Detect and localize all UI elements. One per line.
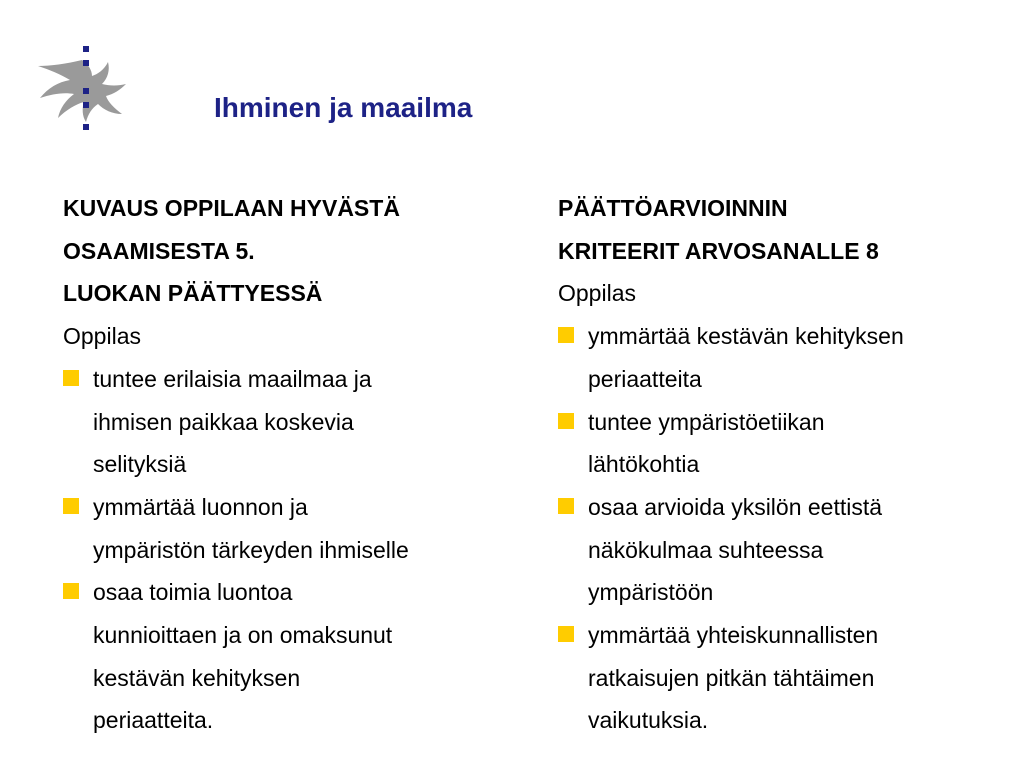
right-heading-line-1: PÄÄTTÖARVIOINNIN bbox=[558, 195, 788, 221]
bullet-line: tuntee ympäristöetiikan bbox=[588, 408, 825, 435]
bullet-line: kestävän kehityksen bbox=[93, 664, 301, 691]
bullet-line: ympäristön tärkeyden ihmiselle bbox=[93, 536, 409, 563]
bullet-line: ratkaisujen pitkän tähtäimen bbox=[588, 664, 875, 691]
bullet-line: periaatteita. bbox=[93, 707, 214, 734]
right-subject: Oppilas bbox=[558, 280, 636, 307]
bullet-square-icon bbox=[558, 413, 574, 429]
bullet-square-icon bbox=[63, 370, 79, 386]
left-heading-line-2: OSAAMISESTA 5. bbox=[63, 237, 255, 264]
page-title: Ihminen ja maailma bbox=[214, 92, 473, 123]
right-heading-line-2: KRITEERIT ARVOSANALLE 8 bbox=[558, 237, 879, 264]
bullet-line: kunnioittaen ja on omaksunut bbox=[93, 622, 393, 649]
bullet-line: tuntee erilaisia maailmaa ja bbox=[93, 365, 372, 392]
bullet-line: selityksiä bbox=[93, 451, 187, 478]
bullet-line: ymmärtää kestävän kehityksen bbox=[588, 323, 904, 350]
bullet-line: vaikutuksia. bbox=[588, 707, 709, 734]
bullet-line: ymmärtää yhteiskunnallisten bbox=[588, 622, 879, 649]
right-column bbox=[558, 187, 998, 742]
list-item bbox=[558, 486, 998, 614]
bullet-line: näkökulmaa suhteessa bbox=[588, 536, 824, 563]
bullet-square-icon bbox=[558, 327, 574, 343]
bullet-square-icon bbox=[63, 583, 79, 599]
left-subject: Oppilas bbox=[63, 323, 141, 350]
bullet-line: ihmisen paikkaa koskevia bbox=[93, 408, 354, 435]
bullet-line: ympäristöön bbox=[588, 579, 714, 606]
bullet-square-icon bbox=[558, 626, 574, 642]
bullet-line: osaa arvioida yksilön eettistä bbox=[588, 493, 883, 520]
list-item bbox=[558, 401, 998, 486]
bullet-line: ymmärtää luonnon ja bbox=[93, 493, 308, 520]
list-item bbox=[558, 614, 998, 742]
bullet-line: lähtökohtia bbox=[588, 451, 700, 478]
bullet-square-icon bbox=[63, 498, 79, 514]
list-item bbox=[63, 571, 503, 742]
university-flame-logo-icon bbox=[36, 44, 128, 136]
left-heading-line-1: KUVAUS OPPILAAN HYVÄSTÄ bbox=[63, 195, 400, 221]
list-item bbox=[63, 486, 503, 571]
list-item bbox=[63, 358, 503, 486]
left-heading-line-3: LUOKAN PÄÄTTYESSÄ bbox=[63, 280, 323, 307]
bullet-line: periaatteita bbox=[588, 365, 702, 392]
bullet-line: osaa toimia luontoa bbox=[93, 579, 293, 606]
bullet-square-icon bbox=[558, 498, 574, 514]
list-item bbox=[558, 315, 998, 400]
left-column bbox=[63, 187, 503, 742]
